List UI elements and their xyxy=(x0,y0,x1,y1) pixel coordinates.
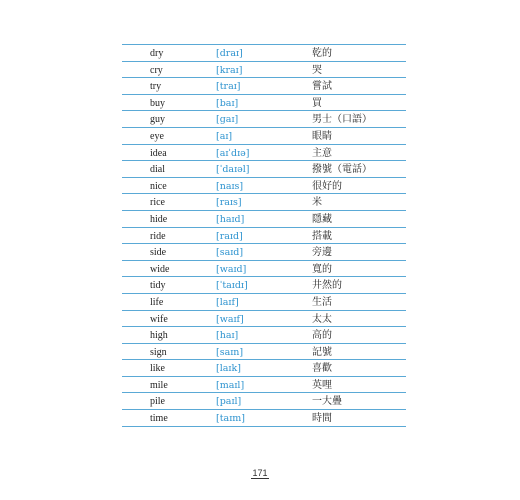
english-word: try xyxy=(150,81,162,93)
english-word: tidy xyxy=(150,280,166,292)
chinese-meaning: 嘗試 xyxy=(312,81,332,93)
page-number-text: 171 xyxy=(252,468,268,478)
phonetic-transcription: [gaɪ] xyxy=(216,114,239,126)
phonetic-transcription: [traɪ] xyxy=(216,81,241,93)
phonetic-transcription: [taɪm] xyxy=(216,413,245,425)
table-row xyxy=(122,211,406,228)
phonetic-transcription: [laɪf] xyxy=(216,296,239,308)
table-row xyxy=(122,244,406,261)
vocabulary-table xyxy=(122,44,406,427)
english-word: time xyxy=(150,413,168,425)
table-row xyxy=(122,178,406,195)
english-word: eye xyxy=(150,130,164,142)
english-word: pile xyxy=(150,396,165,408)
english-word: buy xyxy=(150,97,165,109)
phonetic-transcription: [draɪ] xyxy=(216,48,243,59)
chinese-meaning: 主意 xyxy=(312,147,332,159)
phonetic-transcription: [aɪ] xyxy=(216,130,233,142)
english-word: dial xyxy=(150,164,165,176)
english-word: nice xyxy=(150,180,167,192)
english-word: cry xyxy=(150,64,163,76)
phonetic-transcription: [haɪd] xyxy=(216,213,245,225)
table-row xyxy=(122,311,406,328)
chinese-meaning: 很好的 xyxy=(312,180,342,192)
phonetic-transcription: [baɪ] xyxy=(216,97,239,109)
english-word: wide xyxy=(150,263,170,275)
english-word: dry xyxy=(150,48,164,59)
phonetic-transcription: [paɪl] xyxy=(216,396,242,408)
table-row xyxy=(122,344,406,361)
table-row xyxy=(122,410,406,427)
english-word: hide xyxy=(150,213,168,225)
table-row xyxy=(122,261,406,278)
english-word: rice xyxy=(150,197,165,209)
phonetic-transcription: [maɪl] xyxy=(216,379,245,391)
phonetic-transcription: [raɪd] xyxy=(216,230,243,242)
english-word: life xyxy=(150,296,164,308)
table-row xyxy=(122,377,406,394)
table-row xyxy=(122,294,406,311)
chinese-meaning: 太太 xyxy=(312,313,332,325)
english-word: mile xyxy=(150,379,168,391)
chinese-meaning: 哭 xyxy=(312,64,322,76)
chinese-meaning: 買 xyxy=(312,97,322,109)
phonetic-transcription: [haɪ] xyxy=(216,330,239,342)
chinese-meaning: 撥號（電話） xyxy=(312,164,372,176)
phonetic-transcription: [waɪf] xyxy=(216,313,244,325)
chinese-meaning: 井然的 xyxy=(312,280,342,292)
chinese-meaning: 搭載 xyxy=(312,230,332,242)
english-word: guy xyxy=(150,114,165,126)
phonetic-transcription: [waɪd] xyxy=(216,263,247,275)
phonetic-transcription: [ˈdaɪəl] xyxy=(216,164,250,176)
table-row xyxy=(122,78,406,95)
english-word: sign xyxy=(150,346,167,358)
english-word: ride xyxy=(150,230,166,242)
table-row xyxy=(122,228,406,245)
table-row xyxy=(122,62,406,79)
chinese-meaning: 寬的 xyxy=(312,263,332,275)
chinese-meaning: 高的 xyxy=(312,330,332,342)
phonetic-transcription: [saɪn] xyxy=(216,346,244,358)
english-word: wife xyxy=(150,313,168,325)
chinese-meaning: 眼睛 xyxy=(312,130,332,142)
phonetic-transcription: [laɪk] xyxy=(216,363,241,375)
chinese-meaning: 米 xyxy=(312,197,322,209)
chinese-meaning: 乾的 xyxy=(312,48,332,59)
table-row xyxy=(122,95,406,112)
table-row xyxy=(122,45,406,62)
table-row xyxy=(122,277,406,294)
phonetic-transcription: [aɪˈdɪə] xyxy=(216,147,250,159)
phonetic-transcription: [kraɪ] xyxy=(216,64,243,76)
chinese-meaning: 男士（口語） xyxy=(312,114,372,126)
chinese-meaning: 隱藏 xyxy=(312,213,332,225)
chinese-meaning: 英哩 xyxy=(312,379,332,391)
table-row xyxy=(122,145,406,162)
chinese-meaning: 生活 xyxy=(312,296,332,308)
english-word: high xyxy=(150,330,168,342)
chinese-meaning: 旁邊 xyxy=(312,247,332,259)
table-row xyxy=(122,194,406,211)
table-row xyxy=(122,327,406,344)
table-row xyxy=(122,111,406,128)
table-row xyxy=(122,161,406,178)
chinese-meaning: 記號 xyxy=(312,346,332,358)
english-word: idea xyxy=(150,147,167,159)
phonetic-transcription: [naɪs] xyxy=(216,180,244,192)
phonetic-transcription: [ˈtaɪdɪ] xyxy=(216,280,248,292)
english-word: side xyxy=(150,247,167,259)
english-word: like xyxy=(150,363,165,375)
chinese-meaning: 一大疊 xyxy=(312,396,342,408)
page-number xyxy=(0,468,520,478)
phonetic-transcription: [saɪd] xyxy=(216,247,244,259)
table-row xyxy=(122,393,406,410)
phonetic-transcription: [raɪs] xyxy=(216,197,242,209)
table-row xyxy=(122,128,406,145)
chinese-meaning: 喜歡 xyxy=(312,363,332,375)
table-row xyxy=(122,360,406,377)
chinese-meaning: 時間 xyxy=(312,413,332,425)
